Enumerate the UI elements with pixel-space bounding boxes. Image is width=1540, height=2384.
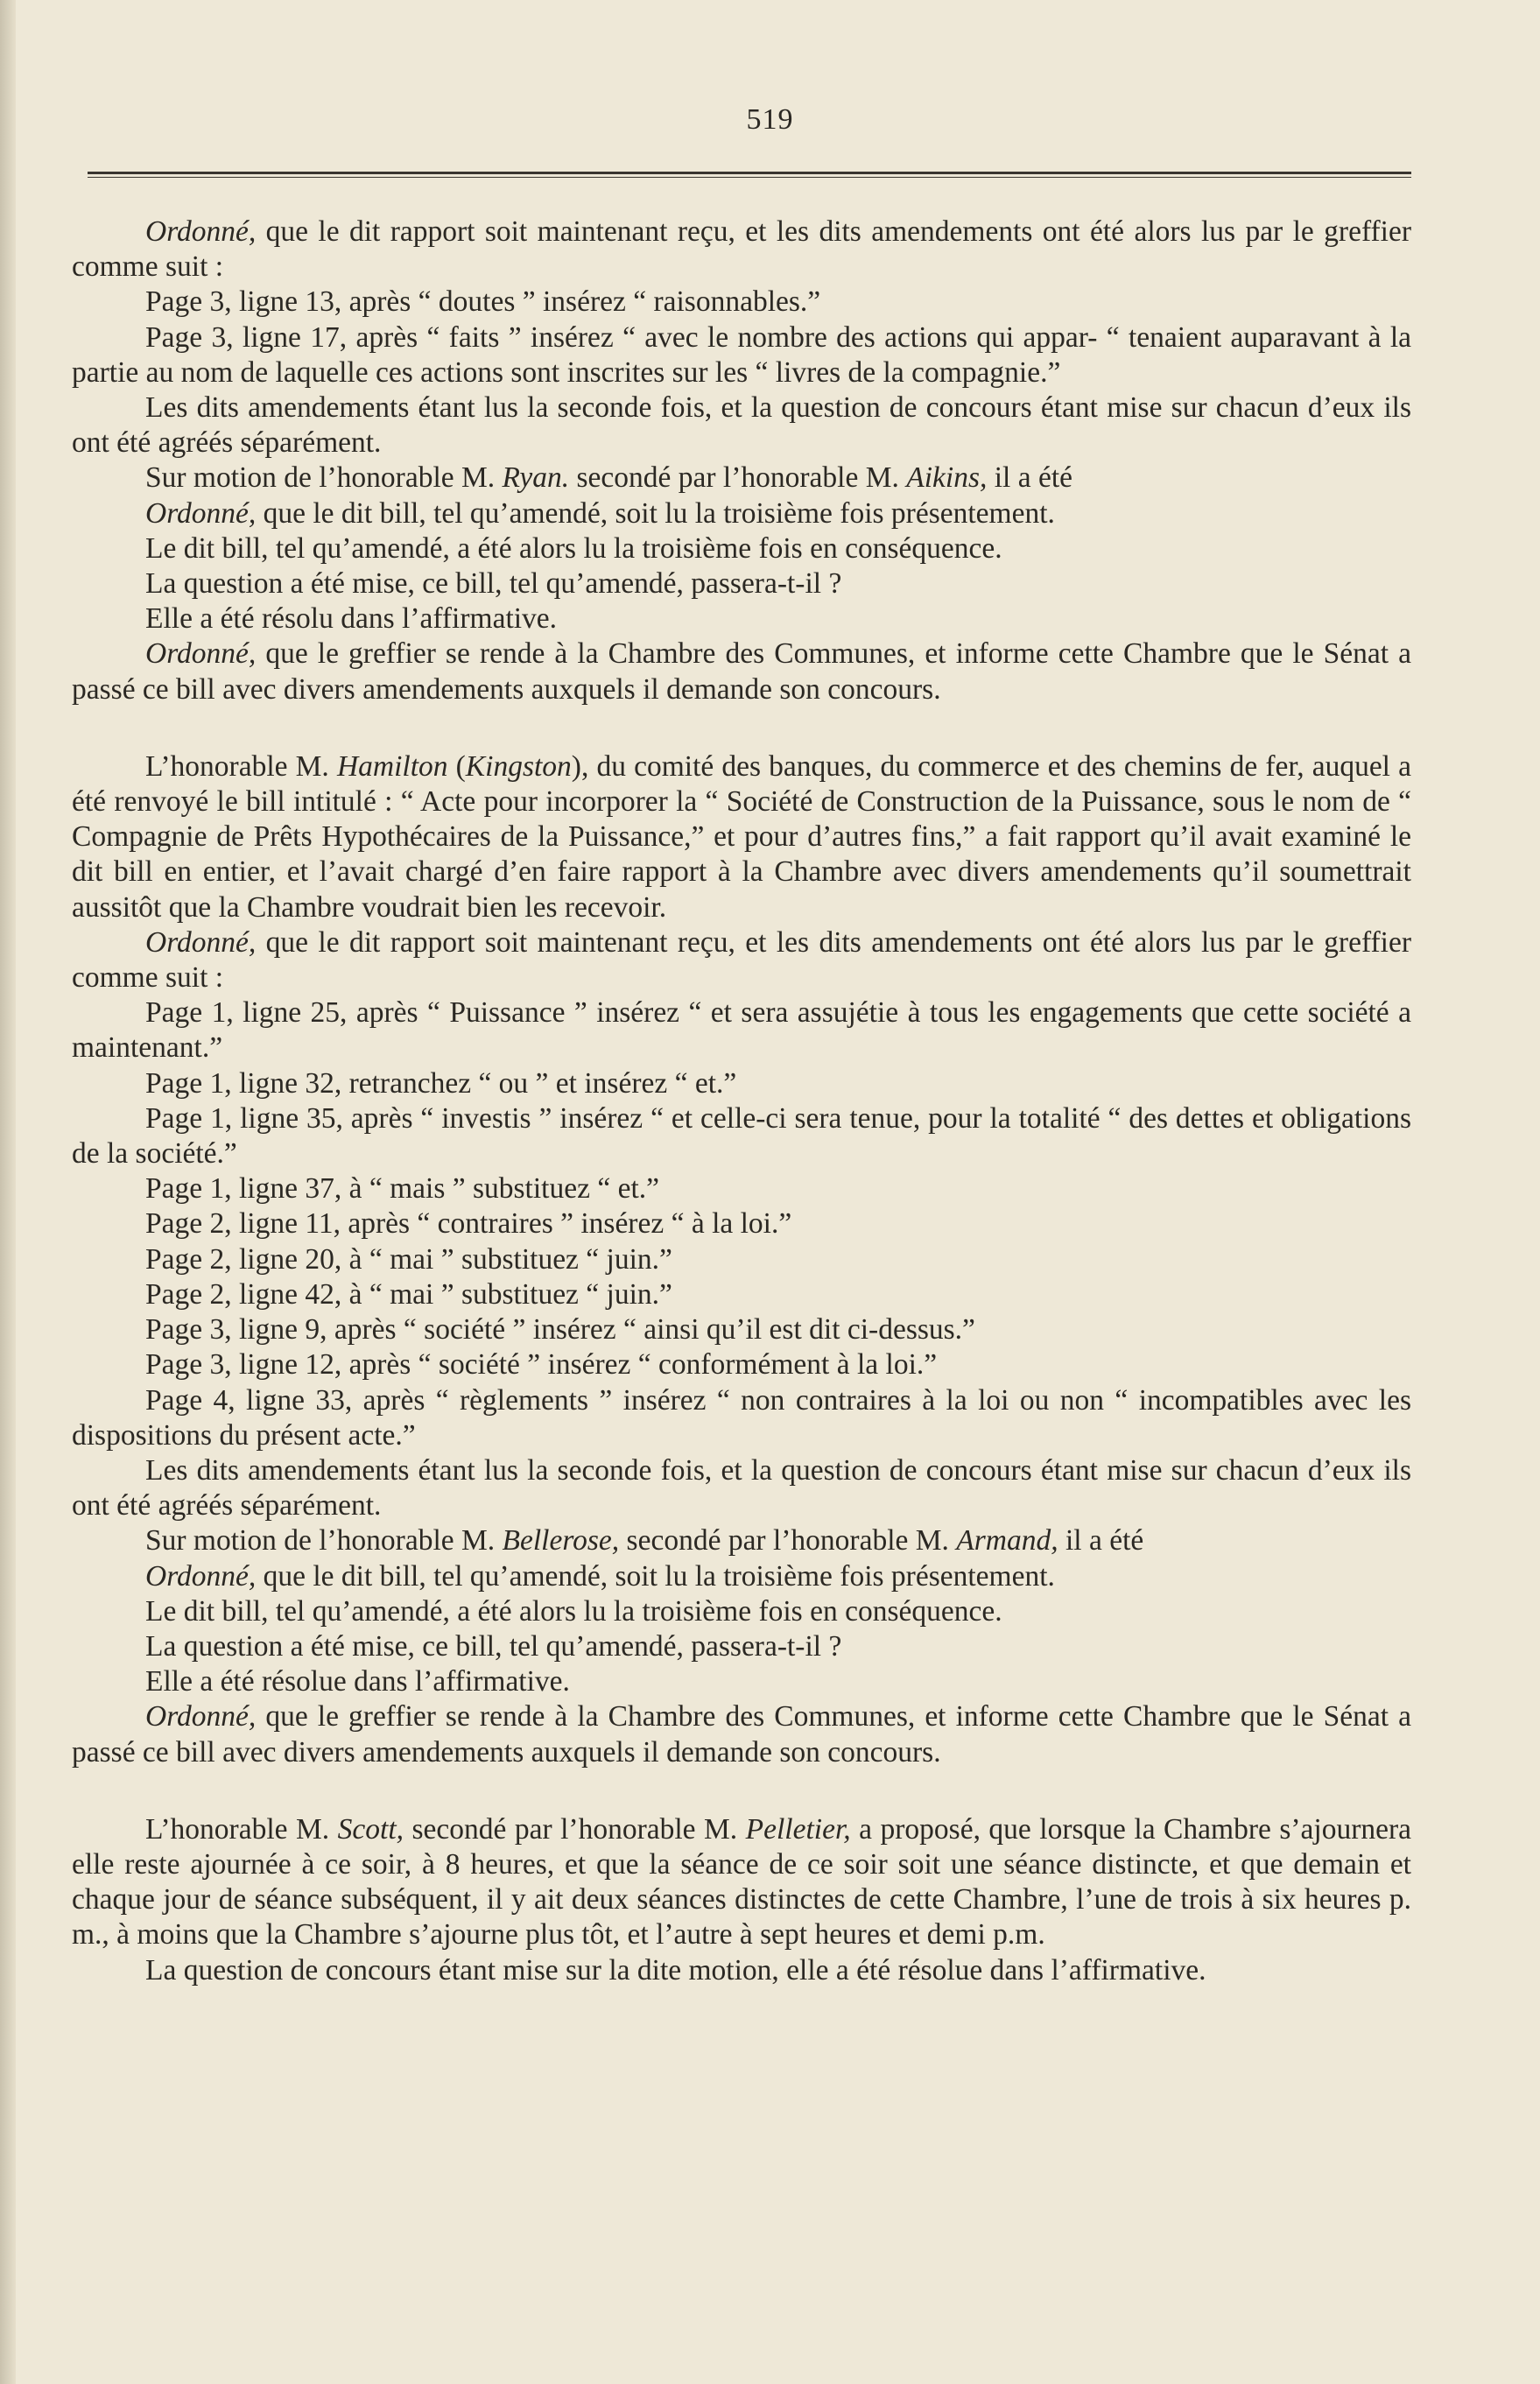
paragraph-text: a proposé, que lorsque la Chambre s’ajournera elle reste ajournée à ce soir, à 8 heures, et que la séance de ce soir soit une séance distincte, et que demain et chaque jour de séance subséquent, il y ait deux séances distinctes de cette Chambre, l’une de trois à six heures p. m., à moins que la Chambre s’ajourne plus tôt, et l’autre à sept heures et demi p.m. (72, 1812, 1411, 1952)
paragraph: Page 3, ligne 9, après “ société ” insérez “ ainsi qu’il est dit ci-dessus.” (145, 1313, 975, 1347)
paragraph-text: il a été (987, 461, 1073, 495)
paragraph: Page 1, ligne 37, à “ mais ” substituez “ et.” (145, 1172, 660, 1206)
paragraph: Page 1, ligne 32, retranchez “ ou ” et insérez “ et.” (145, 1066, 737, 1100)
page-number: 519 (746, 103, 794, 136)
section-gap (72, 1770, 1411, 1812)
section-gap (72, 707, 1411, 749)
ordonne-label: Ordonné, (145, 637, 257, 671)
senator-name: Ryan. (502, 461, 570, 495)
paragraph: Page 4, ligne 33, après “ règlements ” insérez “ non contraires à la loi ou non “ incompatibles avec les dispositions du présent acte.” (72, 1383, 1411, 1452)
paragraph-text: que le dit rapport soit maintenant reçu, et les dits amendements ont été alors lus par le greffier comme suit : (72, 925, 1411, 995)
senator-name: Scott, (337, 1812, 404, 1846)
paragraph: L’honorable M. Hamilton (Kingston), du comité des banques, du commerce et des chemins de fer, auquel a été renvoyé le bill intitulé : “ Acte pour incorporer la “ Société de Construction de la Puissance, sous le nom de “ Compagnie de Prêts Hypothécaires de la Puissance,” et pour d’autres fins,” a fait rapport qu’il avait examiné le dit bill en entier, et l’avait chargé d’en faire rapport à la Chambre avec divers amendements qu’il soumettrait aussitôt que la Chambre voudrait bien les recevoir. (72, 749, 1411, 924)
senator-name: Hamilton (336, 749, 448, 783)
paragraph: Les dits amendements étant lus la seconde fois, et la question de concours étant mise sur chacun d’eux ils ont été agréés séparément. (72, 391, 1411, 460)
paragraph (72, 1559, 1411, 1594)
journal-body (72, 214, 1411, 1988)
paragraph: Page 1, ligne 25, après “ Puissance ” insérez “ et sera assujétie à tous les engagements que cette société a maintenant.” (72, 996, 1411, 1065)
paragraph-text: L’honorable M. (145, 1812, 338, 1846)
paragraph-text: que le dit bill, tel qu’amendé, soit lu la troisième fois présentement. (256, 1559, 1055, 1593)
paragraph: Page 1, ligne 35, après “ investis ” insérez “ et celle-ci sera tenue, pour la totalité “ des dettes et obligations de la société.” (72, 1101, 1411, 1171)
senator-name: Pelletier, (745, 1812, 851, 1846)
ordonne-label: Ordonné, (145, 925, 257, 959)
paragraph: Page 2, ligne 11, après “ contraires ” insérez “ à la loi.” (145, 1207, 792, 1241)
paragraph: Page 3, ligne 12, après “ société ” insérez “ conformément à la loi.” (145, 1348, 938, 1382)
header-rule-thick (88, 172, 1411, 174)
paragraph: Le dit bill, tel qu’amendé, a été alors lu la troisième fois en conséquence. (145, 531, 1002, 565)
header-rule-thin (88, 177, 1411, 178)
paragraph: Le dit bill, tel qu’amendé, a été alors lu la troisième fois en conséquence. (145, 1594, 1002, 1628)
paragraph (72, 461, 1411, 496)
paragraph-text: , du comité des banques, du commerce et des chemins de fer, auquel a été renvoyé le bill intitulé : “ Acte pour incorporer la “ Société de Construction de la Puissance, sous le nom de “ Compagnie de Prêts Hypothécaires de la Puissance,” et pour d’autres fins,” a fait rapport qu’il avait examiné le dit bill en entier, et l’avait chargé d’en faire rapport à la Chambre avec divers amendements qu’il soumettrait aussitôt que la Chambre voudrait bien les recevoir. (72, 749, 1411, 924)
paragraph: La question a été mise, ce bill, tel qu’amendé, passera-t-il ? (145, 1629, 842, 1663)
paragraph-text: secondé par l’honorable M. (404, 1812, 746, 1846)
senator-name: Aikins, (906, 461, 988, 495)
paragraph-text: que le dit bill, tel qu’amendé, soit lu la troisième fois présentement. (256, 496, 1055, 530)
senator-name: Armand, (956, 1524, 1058, 1558)
paragraph: Page 2, ligne 42, à “ mai ” substituez “ juin.” (145, 1277, 672, 1311)
paragraph (72, 1523, 1411, 1558)
ordonne-label: Ordonné, (145, 215, 257, 248)
paragraph (72, 925, 1411, 995)
ordonne-label: Ordonné, (145, 496, 257, 530)
paragraph-text: Sur motion de l’honorable M. (145, 1524, 503, 1558)
paragraph: La question de concours étant mise sur la dite motion, elle a été résolue dans l’affirmative. (145, 1953, 1206, 1987)
ordonne-label: Ordonné, (145, 1700, 257, 1733)
paragraph: Elle a été résolue dans l’affirmative. (145, 1665, 570, 1698)
paragraph-text: il a été (1058, 1524, 1144, 1558)
paragraph: Les dits amendements étant lus la seconde fois, et la question de concours étant mise sur chacun d’eux ils ont été agréés séparément. (72, 1453, 1411, 1523)
ordonne-label: Ordonné, (145, 1559, 257, 1593)
paragraph (72, 636, 1411, 707)
paragraph (72, 496, 1411, 531)
paragraph (72, 1699, 1411, 1769)
paragraph-text: L’honorable M. (145, 749, 337, 783)
page-binding-edge (0, 0, 16, 2384)
paragraph (72, 1812, 1411, 1953)
header-rule (88, 172, 1411, 180)
paragraph: Elle a été résolu dans l’affirmative. (145, 602, 558, 636)
paragraph (72, 214, 1411, 285)
paragraph: Page 3, ligne 13, après “ doutes ” insérez “ raisonnables.” (145, 285, 821, 319)
paragraph-text: que le dit rapport soit maintenant reçu, et les dits amendements ont été alors lus par le greffier comme suit : (72, 215, 1411, 284)
paragraph-text: secondé par l’honorable M. (569, 461, 907, 495)
senator-riding: Kingston (465, 749, 572, 783)
paragraph-text: secondé par l’honorable M. (619, 1524, 957, 1558)
paragraph-text: que le greffier se rende à la Chambre des Communes, et informe cette Chambre que le Sénat a passé ce bill avec divers amendements auxquels il demande son concours. (72, 1700, 1411, 1769)
paragraph: La question a été mise, ce bill, tel qu’amendé, passera-t-il ? (145, 567, 842, 601)
paragraph-text: que le greffier se rende à la Chambre des Communes, et informe cette Chambre que le Sénat a passé ce bill avec divers amendements auxquels il demande son concours. (72, 637, 1411, 706)
paragraph-text: Sur motion de l’honorable M. (145, 461, 503, 495)
senator-name: Bellerose, (502, 1524, 620, 1558)
paragraph: Page 2, ligne 20, à “ mai ” substituez “ juin.” (145, 1242, 672, 1276)
paragraph: Page 3, ligne 17, après “ faits ” insérez “ avec le nombre des actions qui appar- “ tenaient auparavant à la partie au nom de laquelle ces actions sont inscrites sur les “ livres de la compagnie.” (72, 320, 1411, 389)
